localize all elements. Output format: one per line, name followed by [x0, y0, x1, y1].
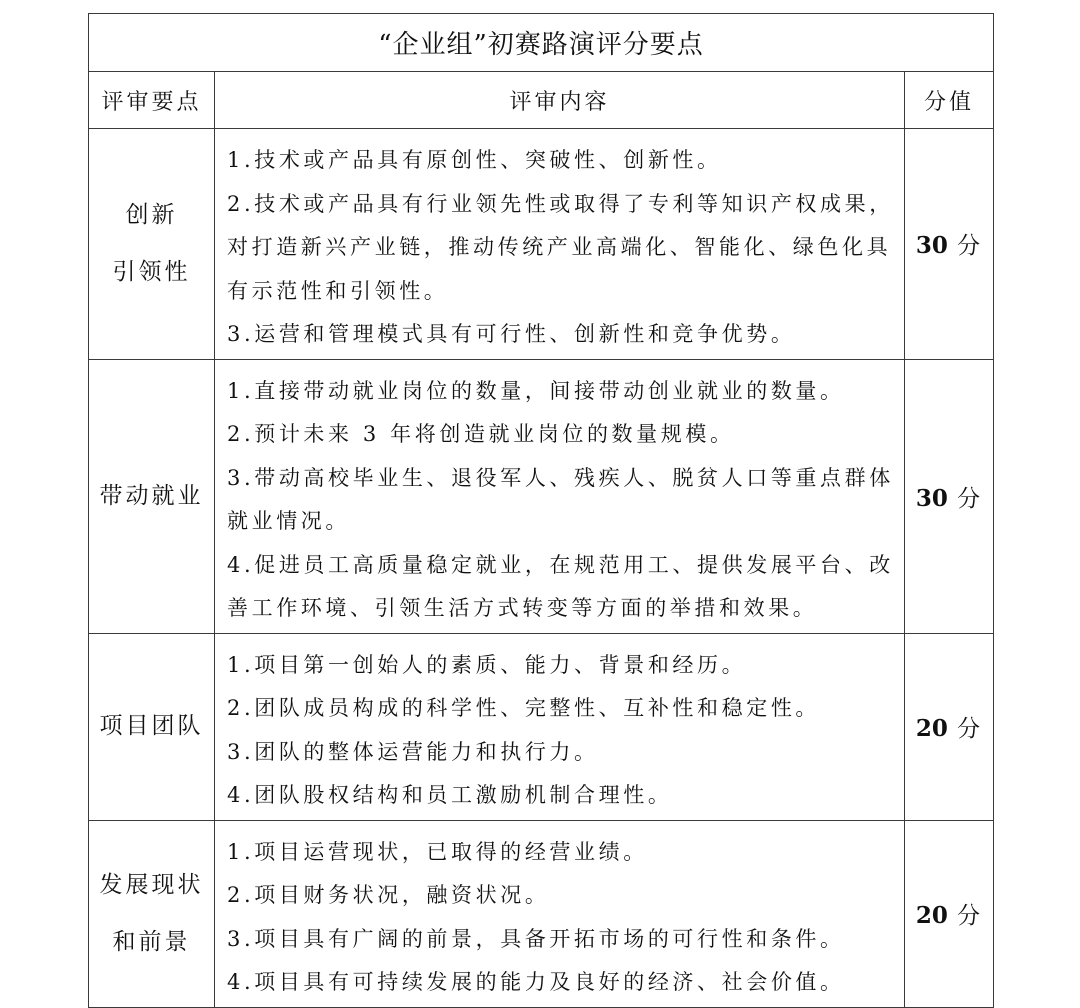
content-cell	[215, 820, 905, 1007]
header-row	[89, 72, 994, 129]
content-cell	[215, 359, 905, 633]
content-item: 1.直接带动就业岗位的数量，间接带动创业就业的数量。	[227, 378, 845, 403]
criteria-label: 创新	[125, 201, 178, 228]
criteria-cell	[89, 820, 215, 1007]
criteria-cell	[89, 129, 215, 360]
score-unit: 分	[957, 233, 983, 260]
score-unit: 分	[957, 903, 983, 929]
content-cell	[215, 633, 905, 820]
score-cell	[905, 359, 994, 633]
header-content: 评审内容	[215, 72, 905, 129]
content-item: 3.项目具有广阔的前景，具备开拓市场的可行性和条件。	[227, 926, 845, 951]
criteria-cell	[89, 359, 215, 633]
score-value: 30	[915, 232, 948, 260]
header-score: 分值	[905, 72, 994, 129]
table-row	[89, 359, 994, 633]
content-item: 1.项目第一创始人的素质、能力、背景和经历。	[227, 652, 747, 677]
table-row	[89, 820, 994, 1007]
criteria-label: 发展现状	[99, 871, 204, 898]
criteria-cell	[89, 633, 215, 820]
table-row	[89, 633, 994, 820]
content-item: 3.带动高校毕业生、退役军人、残疾人、脱贫人口等重点群体就业情况。	[227, 465, 894, 533]
score-unit: 分	[957, 716, 983, 742]
content-item: 2.技术或产品具有行业领先性或取得了专利等知识产权成果，对打造新兴产业链，推动传统产业高端化、智能化、绿色化具有示范性和引领性。	[227, 191, 894, 303]
content-item: 2.预计未来 3 年将创造就业岗位的数量规模。	[227, 422, 735, 446]
content-item: 2.项目财务状况，融资状况。	[227, 883, 550, 907]
content-item: 4.项目具有可持续发展的能力及良好的经济、社会价值。	[227, 970, 845, 994]
content-item: 4.团队股权结构和员工激励机制合理性。	[227, 783, 673, 807]
score-value: 20	[915, 715, 948, 742]
header-criteria: 评审要点	[89, 72, 215, 129]
content-item: 1.技术或产品具有原创性、突破性、创新性。	[227, 148, 722, 172]
title-row	[89, 14, 994, 72]
content-item: 3.运营和管理模式具有可行性、创新性和竞争优势。	[227, 322, 796, 346]
criteria-label: 带动就业	[99, 482, 204, 509]
score-cell	[905, 820, 994, 1007]
content-item: 4.促进员工高质量稳定就业，在规范用工、提供发展平台、改善工作环境、引领生活方式转变等方面的举措和效果。	[227, 552, 894, 620]
content-item: 1.项目运营现状，已取得的经营业绩。	[227, 839, 648, 864]
score-cell	[905, 129, 994, 360]
score-value: 30	[915, 484, 948, 512]
scoring-table	[88, 13, 994, 1008]
score-unit: 分	[957, 485, 983, 512]
criteria-label: 和前景	[112, 928, 191, 955]
score-value: 20	[915, 902, 948, 929]
content-item: 2.团队成员构成的科学性、完整性、互补性和稳定性。	[227, 696, 821, 720]
table-title: “企业组”初赛路演评分要点	[89, 14, 994, 72]
criteria-label: 引领性	[112, 258, 191, 285]
content-item: 3.团队的整体运营能力和执行力。	[227, 739, 599, 764]
table-row	[89, 129, 994, 360]
criteria-label: 项目团队	[99, 713, 204, 739]
content-cell	[215, 129, 905, 360]
score-cell	[905, 633, 994, 820]
